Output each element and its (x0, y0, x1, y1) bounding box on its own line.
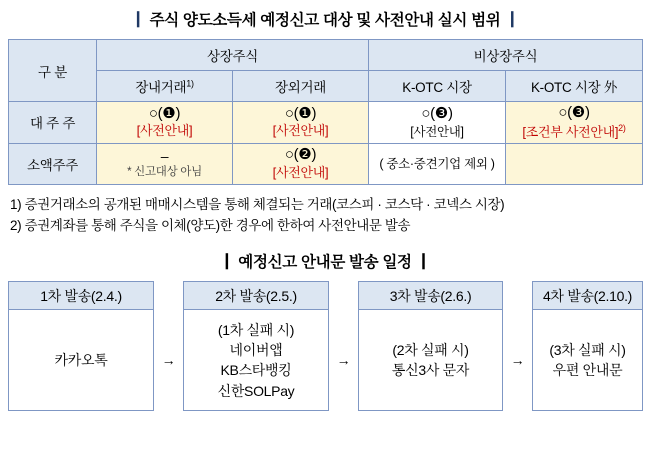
scope-table (8, 39, 643, 185)
schedule-cell-2 (184, 310, 329, 411)
arrow-1-icon: → (154, 310, 184, 411)
footnote-1: 1) 증권거래소의 공개된 매매시스템을 통해 체결되는 거래(코스피 · 코스닥 · 코넥스 시장) (10, 196, 505, 212)
schedule-cell-3 (359, 310, 503, 411)
table-header-row-2 (9, 71, 643, 102)
section1-title-text: 주식 양도소득세 예정신고 대상 및 사전안내 실시 범위 (149, 12, 501, 29)
schedule-cell-4 (533, 310, 643, 411)
cell-mark: ○(❶) (148, 104, 181, 122)
cell-mark: ○(❸) (421, 104, 453, 122)
cell-note: [사전안내] (410, 124, 464, 139)
cell-note (507, 123, 641, 141)
cell-mark: ( 중소·중견기업 제외 ) (379, 156, 495, 171)
cell-mark: – (160, 147, 169, 164)
footnote-ref-2: 2) (618, 122, 626, 133)
schedule-header-1: 1차 발송(2.4.) (9, 282, 154, 310)
section1-title (8, 0, 642, 39)
cell-major-kotc-out (506, 102, 643, 144)
schedule-header-row (9, 282, 643, 310)
schedule-line: (2차 실패 시) (392, 342, 469, 359)
spacer-1 (154, 282, 184, 310)
section2-title (8, 236, 642, 281)
footnotes (8, 195, 642, 237)
table-header-row-1 (9, 40, 643, 71)
title2-bar-right: ┃ (415, 254, 431, 272)
cell-major-outside (233, 102, 369, 144)
row-label-major-shareholder: 대 주 주 (9, 102, 97, 144)
cell-major-inside (97, 102, 233, 144)
header-group-unlisted: 비상장주식 (369, 40, 643, 71)
cell-note: [사전안내] (272, 164, 329, 180)
footnote-ref-1: 1) (186, 78, 194, 89)
schedule-line: 신한SOLPay (217, 382, 295, 399)
cell-major-kotc (369, 102, 506, 144)
cell-minor-outside (233, 143, 369, 184)
header-division: 구 분 (9, 40, 97, 102)
header-sub-inside-label: 장내거래 (135, 80, 187, 95)
cell-note: * 신고대상 아님 (127, 165, 202, 178)
spacer-2 (329, 282, 359, 310)
spacer-3 (503, 282, 533, 310)
schedule-line: (3차 실패 시) (549, 342, 626, 359)
cell-mark: ○(❶) (284, 104, 317, 122)
title-bar-left: ┃ (130, 12, 146, 29)
schedule-header-2: 2차 발송(2.5.) (184, 282, 329, 310)
schedule-line: 네이버앱 (229, 342, 283, 359)
header-sub-kotc-out: K-OTC 시장 外 (506, 71, 643, 102)
title2-bar-left: ┃ (219, 254, 235, 272)
schedule-cell-1 (9, 310, 154, 411)
cell-minor-kotc (369, 143, 506, 184)
cell-mark: ○(❸) (558, 104, 590, 121)
schedule-table (8, 281, 643, 411)
cell-note: [사전안내] (272, 123, 329, 139)
schedule-line: 통신3사 문자 (391, 362, 470, 379)
cell-minor-kotc-out (506, 143, 643, 184)
table-row (9, 102, 643, 144)
header-sub-outside: 장외거래 (233, 71, 369, 102)
header-sub-kotc: K-OTC 시장 (369, 71, 506, 102)
schedule-line: 우편 안내문 (552, 362, 623, 379)
table-row (9, 143, 643, 184)
section2-title-text: 예정신고 안내문 발송 일정 (238, 254, 412, 272)
schedule-line: 카카오톡 (54, 352, 108, 369)
arrow-3-icon: → (503, 310, 533, 411)
header-sub-inside (97, 71, 233, 102)
footnote-2: 2) 증권계좌를 통해 주식을 이체(양도)한 경우에 한하여 사전안내문 발송 (10, 217, 411, 233)
cell-minor-inside (97, 143, 233, 184)
cell-mark: ○(❷) (284, 145, 317, 163)
arrow-2-icon: → (329, 310, 359, 411)
row-label-minor-shareholder: 소액주주 (9, 143, 97, 184)
schedule-line: KB스타뱅킹 (220, 362, 292, 379)
schedule-body-row (9, 310, 643, 411)
header-group-listed: 상장주식 (97, 40, 369, 71)
cell-note-text: [조건부 사전안내] (522, 124, 619, 140)
schedule-line: (1차 실패 시) (217, 321, 295, 338)
schedule-header-3: 3차 발송(2.6.) (359, 282, 503, 310)
schedule-header-4: 4차 발송(2.10.) (533, 282, 643, 310)
cell-note: [사전안내] (136, 123, 193, 139)
title-bar-right: ┃ (504, 12, 520, 29)
